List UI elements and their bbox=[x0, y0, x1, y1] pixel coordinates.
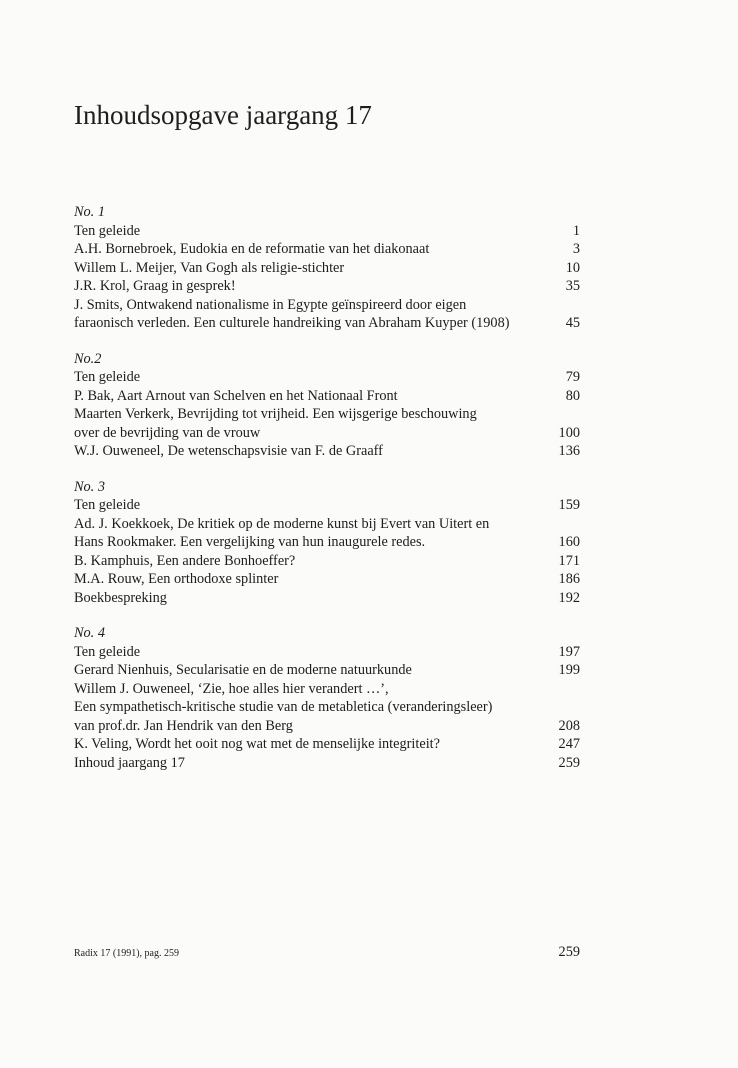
toc-entry bbox=[74, 698, 580, 717]
footer-page-number: 259 bbox=[558, 944, 580, 960]
toc-entry-text: B. Kamphuis, Een andere Bonhoeffer? bbox=[74, 552, 296, 569]
toc-entry-text: J.R. Krol, Graag in gesprek! bbox=[74, 278, 236, 294]
toc-entry-page: 171 bbox=[558, 552, 580, 569]
toc-entry-page bbox=[576, 680, 580, 699]
page-title: Inhoudsopgave jaargang 17 bbox=[74, 100, 372, 130]
toc-entry-text: Willem J. Ouweneel, ‘Zie, hoe alles hier verandert …’, bbox=[74, 680, 389, 697]
toc-entry-page: 160 bbox=[558, 534, 580, 550]
toc-entry-text: Ten geleide bbox=[74, 222, 141, 239]
toc-entry-page: 136 bbox=[558, 443, 580, 459]
toc-entry-text: A.H. Bornebroek, Eudokia en de reformatie van het diakonaat bbox=[74, 241, 430, 257]
toc-entry-text: J. Smits, Ontwakend nationalisme in Egypte geïnspireerd door eigen bbox=[74, 296, 467, 313]
toc-entry bbox=[74, 552, 580, 571]
toc-entry-page bbox=[576, 296, 580, 315]
toc-entry-page: 192 bbox=[558, 589, 580, 606]
toc-entry bbox=[74, 314, 580, 333]
toc-entry-text: Ten geleide bbox=[74, 369, 141, 385]
toc-entry bbox=[74, 222, 580, 241]
toc-entry bbox=[74, 515, 580, 534]
toc-entry bbox=[74, 570, 580, 589]
toc-entry-text: P. Bak, Aart Arnout van Schelven en het Nationaal Front bbox=[74, 387, 398, 404]
toc-entry-page bbox=[576, 515, 580, 534]
toc-entry bbox=[74, 589, 580, 608]
toc-entry-page: 1 bbox=[572, 222, 580, 239]
toc-section bbox=[74, 478, 580, 608]
section-heading: No. 1 bbox=[74, 204, 105, 220]
toc-entry-page: 259 bbox=[558, 754, 580, 771]
toc-entry-text: Ad. J. Koekkoek, De kritiek op de moderne kunst bij Evert van Uitert en bbox=[74, 515, 490, 532]
toc-entry bbox=[74, 496, 580, 515]
toc-entry-text: Boekbespreking bbox=[74, 589, 167, 606]
toc-entry-text: W.J. Ouweneel, De wetenschapsvisie van F. de Graaff bbox=[74, 443, 383, 459]
toc-entry bbox=[74, 387, 580, 406]
toc-entry-text: faraonisch verleden. Een culturele handreiking van Abraham Kuyper (1908) bbox=[74, 315, 510, 331]
toc-entry-page bbox=[576, 405, 580, 424]
toc-entry bbox=[74, 277, 580, 296]
toc-entry-text: Ten geleide bbox=[74, 643, 141, 660]
toc-entry-page: 186 bbox=[558, 571, 580, 587]
toc-entry-page bbox=[576, 698, 580, 717]
toc-entry-page: 197 bbox=[558, 643, 580, 660]
toc-entry bbox=[74, 754, 580, 773]
toc-entry bbox=[74, 643, 580, 662]
toc-entry bbox=[74, 368, 580, 387]
toc-entry bbox=[74, 424, 580, 443]
toc-entry bbox=[74, 680, 580, 699]
toc-entry-text: M.A. Rouw, Een orthodoxe splinter bbox=[74, 571, 279, 587]
toc-entry-text: Een sympathetisch-kritische studie van de metabletica (veranderingsleer) bbox=[74, 699, 493, 715]
toc-entry bbox=[74, 533, 580, 552]
toc-entry-page: 35 bbox=[565, 278, 580, 294]
toc-entry bbox=[74, 259, 580, 278]
toc-entry-text: Hans Rookmaker. Een vergelijking van hun inaugurele redes. bbox=[74, 534, 426, 550]
toc-entry-page: 208 bbox=[558, 717, 580, 734]
toc-entry bbox=[74, 661, 580, 680]
toc-entry-page: 3 bbox=[572, 241, 580, 257]
toc-entry-text: Ten geleide bbox=[74, 497, 141, 513]
section-heading: No. 3 bbox=[74, 478, 105, 495]
toc-entry-page: 247 bbox=[558, 736, 580, 752]
toc-entry-text: Gerard Nienhuis, Secularisatie en de moderne natuurkunde bbox=[74, 662, 412, 678]
toc-entry bbox=[74, 735, 580, 754]
section-heading: No.2 bbox=[74, 350, 102, 367]
toc-entry-page: 100 bbox=[558, 424, 580, 441]
toc-entry-page: 159 bbox=[558, 497, 580, 513]
toc-entry-page: 199 bbox=[558, 662, 580, 678]
toc-entry-text: van prof.dr. Jan Hendrik van den Berg bbox=[74, 717, 293, 734]
toc-entry-text: Willem L. Meijer, Van Gogh als religie-stichter bbox=[74, 259, 345, 276]
toc-entry bbox=[74, 296, 580, 315]
toc-section bbox=[74, 203, 580, 333]
toc-entry bbox=[74, 240, 580, 259]
toc-section bbox=[74, 624, 580, 772]
toc-entry-page: 10 bbox=[565, 259, 580, 276]
toc-entry-text: Inhoud jaargang 17 bbox=[74, 754, 185, 771]
section-heading: No. 4 bbox=[74, 625, 105, 641]
toc-entry-page: 79 bbox=[565, 369, 580, 385]
toc-entry bbox=[74, 717, 580, 736]
toc-entry-text: Maarten Verkerk, Bevrijding tot vrijheid. Een wijsgerige beschouwing bbox=[74, 406, 477, 422]
toc-entry-page: 80 bbox=[565, 387, 580, 404]
toc-entry-text: over de bevrijding van de vrouw bbox=[74, 424, 261, 441]
table-of-contents bbox=[74, 203, 580, 789]
toc-entry bbox=[74, 442, 580, 461]
toc-entry-text: K. Veling, Wordt het ooit nog wat met de menselijke integriteit? bbox=[74, 736, 440, 752]
footer-citation: Radix 17 (1991), pag. 259 bbox=[74, 948, 179, 959]
toc-entry bbox=[74, 405, 580, 424]
toc-entry-page: 45 bbox=[565, 315, 580, 331]
toc-section bbox=[74, 350, 580, 461]
